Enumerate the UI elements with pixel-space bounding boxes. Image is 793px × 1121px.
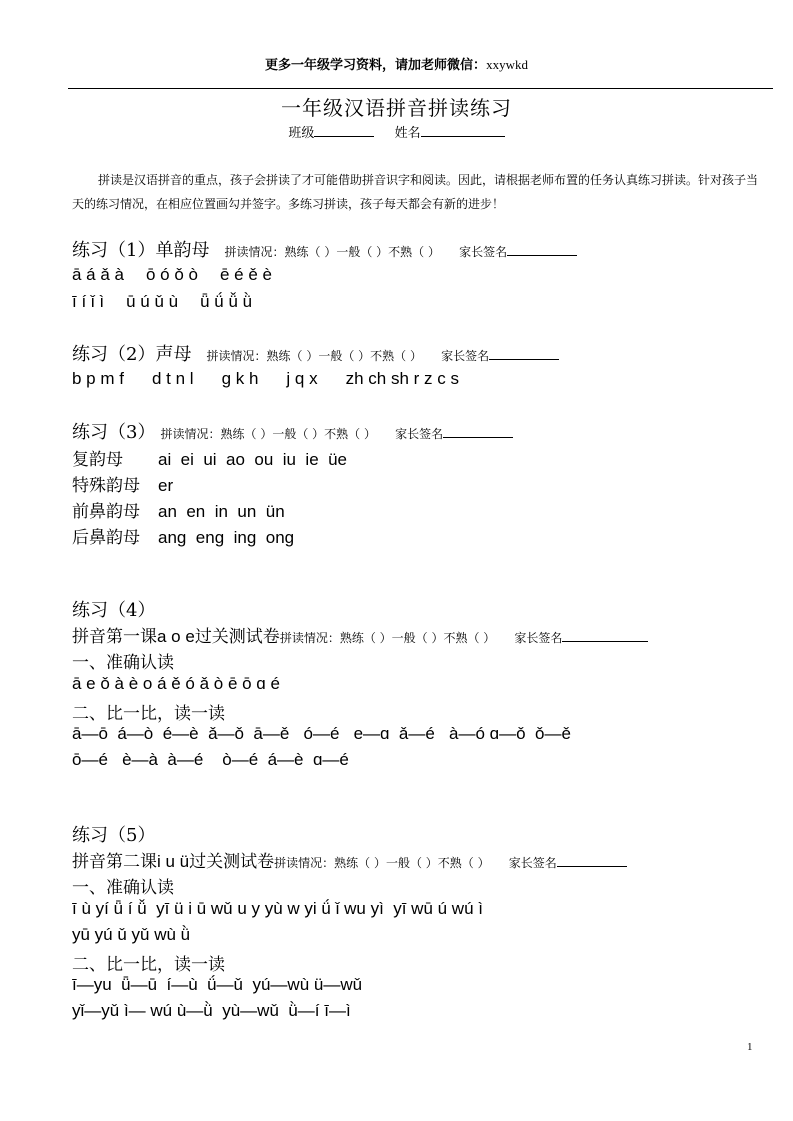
ex1-o-tones: ō ó ǒ ò: [146, 265, 198, 284]
ex4-heading: 练习（4）: [72, 600, 156, 621]
ex5-part1-line2: yū yú ǔ yǔ wù ǜ: [72, 925, 191, 944]
ex5-part1-heading: 一、准确认读: [72, 878, 174, 898]
ex5-part1-line1: ī ù yí ǖ í ǚ yī ü i ū wǔ u y yù w yi ǘ ǐ wu yì yī wū ú wú ì: [72, 899, 483, 918]
ex1-status: 拼读情况：熟练（ ）一般（ ）不熟（ ）: [224, 245, 440, 259]
ex4-title-b: a o e: [157, 627, 195, 646]
ex5-title-b: i u ü: [157, 852, 190, 871]
ex1-v-tones: ǖ ǘ ǚ ǜ: [200, 292, 253, 311]
ex5-part2-line1: ī—yu ǖ—ū í—ù ǘ—ǔ yú—wù ü—wǔ: [72, 975, 363, 994]
intro-text: 拼读是汉语拼音的重点，孩子会拼读了才可能借助拼音识字和阅读。因此，请根据老师布置的任务认真练习拼读。针对孩子当天的练习情况，在相应位置画勾并签字。多练习拼读，孩子每天都会有新的进步！: [72, 173, 759, 211]
ex2-initials-row: [72, 369, 459, 389]
ex3-label-back-nasal: 后鼻韵母: [72, 528, 140, 548]
ex3-items-compound: ai ei ui ao ou iu ie üe: [158, 450, 348, 469]
ex4-sign-blank[interactable]: [562, 625, 648, 642]
ex1-heading: 练习（1）单韵母: [72, 240, 210, 261]
ex1-sign-blank[interactable]: [507, 239, 577, 256]
ex4-parent-sign: 家长签名: [514, 631, 563, 645]
page-header: [0, 54, 793, 73]
ex4-part1-heading: 一、准确认读: [72, 653, 174, 673]
ex5-sign-blank[interactable]: [557, 850, 627, 867]
ex1-row1: [72, 265, 272, 285]
ex3-items-back-nasal: ang eng ing ong: [158, 528, 295, 547]
ex3-row-front-nasal: [72, 497, 285, 522]
document-title: 一年级汉语拼音拼读练习: [281, 96, 512, 120]
ex5-part2-heading: 二、比一比，读一读: [72, 955, 225, 975]
name-label: 姓名: [394, 126, 421, 141]
ex4-part2-line1: ā—ō á—ò é—è ǎ—ǒ ā—ě ó—é e—ɑ ǎ—é à—ó ɑ—ǒ ǒ—ě: [72, 724, 571, 743]
ex1-i-tones: ī í ǐ ì: [72, 292, 105, 311]
ex1-e-tones: ē é ě è: [220, 265, 272, 284]
ex2-group-gkh: g k h: [221, 369, 259, 388]
class-label: 班级: [288, 126, 315, 141]
ex3-sign-blank[interactable]: [443, 421, 513, 438]
ex4-part2-line2: ō—é è—à à—é ò—é á—è ɑ—é: [72, 750, 349, 769]
ex1-heading-line: [72, 236, 577, 262]
wechat-id: xxywkd: [486, 57, 528, 72]
ex2-group-bpmf: b p m f: [72, 369, 124, 388]
ex2-group-zcs: zh ch sh r z c s: [345, 369, 459, 388]
ex4-title-a: 拼音第一课: [72, 627, 157, 647]
ex1-u-tones: ū ú ǔ ù: [126, 292, 179, 311]
ex4-part1-line: ā e ǒ à è o á ě ó ǎ ò ē ō ɑ é: [72, 674, 280, 693]
ex3-items-special: er: [158, 476, 174, 495]
ex2-status: 拼读情况：熟练（ ）一般（ ）不熟（ ）: [206, 349, 422, 363]
ex4-status: 拼读情况：熟练（ ）一般（ ）不熟（ ）: [279, 631, 496, 645]
ex3-label-special: 特殊韵母: [72, 476, 140, 496]
ex1-row2: [72, 292, 252, 312]
student-info: [0, 122, 793, 141]
ex5-part2-line2: yǐ—yǔ ì— wú ù—ǜ yù—wǔ ǜ—í ī—ì: [72, 1001, 351, 1020]
class-blank[interactable]: [314, 123, 374, 137]
ex3-label-front-nasal: 前鼻韵母: [72, 502, 140, 522]
ex1-a-tones: ā á ǎ à: [72, 265, 124, 284]
header-divider: [68, 88, 773, 89]
name-blank[interactable]: [421, 123, 505, 137]
intro-paragraph: [72, 168, 762, 216]
ex5-title-a: 拼音第二课: [72, 852, 157, 872]
ex2-heading: 练习（2）声母: [72, 344, 192, 365]
ex2-heading-line: [72, 340, 559, 366]
ex3-row-compound: [72, 445, 347, 470]
ex5-parent-sign: 家长签名: [508, 856, 557, 870]
ex5-title-line: [72, 847, 627, 872]
ex2-group-dtnl: d t n l: [151, 369, 194, 388]
ex2-group-jqx: j q x: [286, 369, 318, 388]
ex5-title-c: 过关测试卷: [189, 852, 275, 872]
ex4-title-line: [72, 622, 648, 647]
promo-text: 更多一年级学习资料，请加老师微信：: [265, 58, 487, 73]
ex3-parent-sign: 家长签名: [395, 427, 444, 441]
ex3-row-back-nasal: [72, 523, 294, 548]
ex2-parent-sign: 家长签名: [441, 349, 490, 363]
ex3-items-front-nasal: an en in un ün: [158, 502, 285, 521]
ex2-sign-blank[interactable]: [489, 343, 559, 360]
ex3-heading-line: [72, 418, 513, 444]
ex3-status: 拼读情况：熟练（ ）一般（ ）不熟（ ）: [160, 427, 376, 441]
ex3-heading: 练习（3）: [72, 422, 156, 443]
ex4-part2-heading: 二、比一比，读一读: [72, 704, 225, 724]
ex4-title-c: 过关测试卷: [194, 627, 280, 647]
ex5-heading: 练习（5）: [72, 825, 156, 846]
ex1-parent-sign: 家长签名: [459, 245, 508, 259]
page-number: 1: [747, 1041, 753, 1053]
ex3-row-special: [72, 471, 173, 496]
ex3-label-compound: 复韵母: [72, 450, 123, 470]
ex5-status: 拼读情况：熟练（ ）一般（ ）不熟（ ）: [274, 856, 490, 870]
